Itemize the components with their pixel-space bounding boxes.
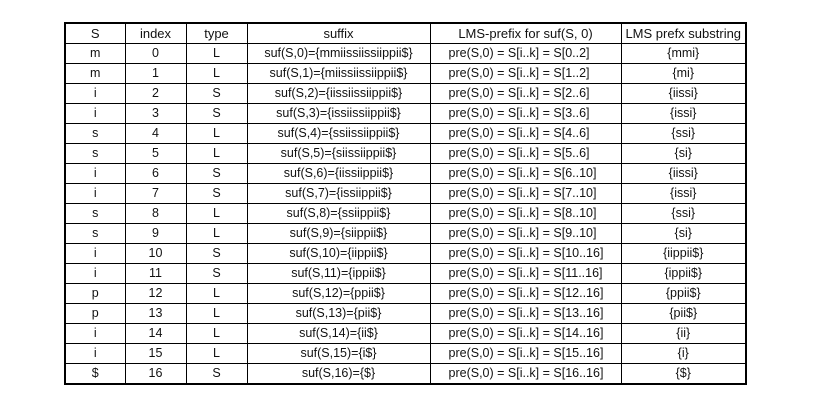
cell-lms-substring[interactable]: {ssi}: [621, 204, 746, 224]
cell-s[interactable]: s: [65, 204, 125, 224]
header-cell-lms-substring[interactable]: LMS prefx substring: [621, 23, 746, 44]
cell-lms-prefix[interactable]: pre(S,0) = S[i..k] = S[5..6]: [430, 144, 621, 164]
cell-index[interactable]: 11: [125, 264, 186, 284]
table-row: [65, 224, 746, 244]
cell-s[interactable]: s: [65, 124, 125, 144]
cell-s[interactable]: m: [65, 64, 125, 84]
table-row: [65, 244, 746, 264]
cell-lms-substring[interactable]: {mi}: [621, 64, 746, 84]
cell-s[interactable]: i: [65, 244, 125, 264]
cell-index[interactable]: 2: [125, 84, 186, 104]
cell-lms-prefix[interactable]: pre(S,0) = S[i..k] = S[12..16]: [430, 284, 621, 304]
cell-type[interactable]: S: [186, 364, 247, 385]
cell-lms-substring[interactable]: {ssi}: [621, 124, 746, 144]
cell-lms-substring[interactable]: {iissi}: [621, 164, 746, 184]
cell-s[interactable]: i: [65, 84, 125, 104]
cell-suffix[interactable]: suf(S,15)={i$}: [247, 344, 430, 364]
cell-s[interactable]: i: [65, 184, 125, 204]
cell-lms-prefix[interactable]: pre(S,0) = S[i..k] = S[4..6]: [430, 124, 621, 144]
cell-s[interactable]: p: [65, 304, 125, 324]
cell-s[interactable]: p: [65, 284, 125, 304]
cell-lms-substring[interactable]: {issi}: [621, 184, 746, 204]
cell-suffix[interactable]: suf(S,13)={pii$}: [247, 304, 430, 324]
table-row: [65, 184, 746, 204]
cell-suffix[interactable]: suf(S,4)={ssiissiippii$}: [247, 124, 430, 144]
cell-lms-substring[interactable]: {si}: [621, 224, 746, 244]
cell-suffix[interactable]: suf(S,3)={issiissiippii$}: [247, 104, 430, 124]
cell-type[interactable]: S: [186, 184, 247, 204]
cell-s[interactable]: s: [65, 144, 125, 164]
cell-index[interactable]: 5: [125, 144, 186, 164]
table-row: [65, 304, 746, 324]
cell-suffix[interactable]: suf(S,11)={ippii$}: [247, 264, 430, 284]
cell-index[interactable]: 15: [125, 344, 186, 364]
cell-index[interactable]: 0: [125, 44, 186, 64]
cell-suffix[interactable]: suf(S,1)={miissiissiippii$}: [247, 64, 430, 84]
cell-suffix[interactable]: suf(S,10)={iippii$}: [247, 244, 430, 264]
table-row: [65, 104, 746, 124]
cell-index[interactable]: 14: [125, 324, 186, 344]
cell-lms-prefix[interactable]: pre(S,0) = S[i..k] = S[6..10]: [430, 164, 621, 184]
cell-lms-substring[interactable]: {$}: [621, 364, 746, 385]
cell-suffix[interactable]: suf(S,5)={siissiippii$}: [247, 144, 430, 164]
cell-suffix[interactable]: suf(S,12)={ppii$}: [247, 284, 430, 304]
cell-lms-prefix[interactable]: pre(S,0) = S[i..k] = S[13..16]: [430, 304, 621, 324]
cell-type[interactable]: L: [186, 304, 247, 324]
cell-lms-prefix[interactable]: pre(S,0) = S[i..k] = S[1..2]: [430, 64, 621, 84]
table-row: [65, 124, 746, 144]
table-row: [65, 204, 746, 224]
cell-index[interactable]: 8: [125, 204, 186, 224]
cell-lms-prefix[interactable]: pre(S,0) = S[i..k] = S[7..10]: [430, 184, 621, 204]
table-row: [65, 164, 746, 184]
header-cell-lms-prefix[interactable]: LMS-prefix for suf(S, 0): [430, 23, 621, 44]
cell-type[interactable]: L: [186, 324, 247, 344]
cell-type[interactable]: S: [186, 164, 247, 184]
table-body: [65, 23, 746, 384]
cell-lms-substring[interactable]: {ippii$}: [621, 264, 746, 284]
cell-index[interactable]: 6: [125, 164, 186, 184]
cell-lms-substring[interactable]: {i}: [621, 344, 746, 364]
cell-s[interactable]: i: [65, 324, 125, 344]
cell-index[interactable]: 4: [125, 124, 186, 144]
cell-lms-prefix[interactable]: pre(S,0) = S[i..k] = S[15..16]: [430, 344, 621, 364]
cell-suffix[interactable]: suf(S,14)={ii$}: [247, 324, 430, 344]
table-row: [65, 144, 746, 164]
cell-type[interactable]: L: [186, 284, 247, 304]
table-row: [65, 44, 746, 64]
cell-suffix[interactable]: suf(S,0)={mmiissiissiippii$}: [247, 44, 430, 64]
table-row: [65, 344, 746, 364]
lms-substring-table: [64, 22, 747, 385]
cell-lms-prefix[interactable]: pre(S,0) = S[i..k] = S[14..16]: [430, 324, 621, 344]
cell-lms-substring[interactable]: {si}: [621, 144, 746, 164]
cell-lms-substring[interactable]: {issi}: [621, 104, 746, 124]
cell-suffix[interactable]: suf(S,9)={siippii$}: [247, 224, 430, 244]
cell-type[interactable]: S: [186, 84, 247, 104]
cell-lms-prefix[interactable]: pre(S,0) = S[i..k] = S[0..2]: [430, 44, 621, 64]
cell-lms-substring[interactable]: {mmi}: [621, 44, 746, 64]
cell-type[interactable]: L: [186, 44, 247, 64]
cell-lms-substring[interactable]: {iissi}: [621, 84, 746, 104]
table-row: [65, 84, 746, 104]
table-row: [65, 264, 746, 284]
cell-s[interactable]: s: [65, 224, 125, 244]
cell-type[interactable]: L: [186, 144, 247, 164]
cell-lms-substring[interactable]: {ii}: [621, 324, 746, 344]
cell-index[interactable]: 10: [125, 244, 186, 264]
cell-lms-prefix[interactable]: pre(S,0) = S[i..k] = S[10..16]: [430, 244, 621, 264]
cell-s[interactable]: i: [65, 104, 125, 124]
cell-type[interactable]: S: [186, 104, 247, 124]
cell-type[interactable]: S: [186, 244, 247, 264]
header-cell-s[interactable]: S: [65, 23, 125, 44]
cell-lms-prefix[interactable]: pre(S,0) = S[i..k] = S[2..6]: [430, 84, 621, 104]
cell-lms-prefix[interactable]: pre(S,0) = S[i..k] = S[16..16]: [430, 364, 621, 385]
header-cell-suffix[interactable]: suffix: [247, 23, 430, 44]
cell-index[interactable]: 1: [125, 64, 186, 84]
cell-suffix[interactable]: suf(S,2)={iissiissiippii$}: [247, 84, 430, 104]
cell-index[interactable]: 3: [125, 104, 186, 124]
cell-index[interactable]: 7: [125, 184, 186, 204]
cell-s[interactable]: i: [65, 264, 125, 284]
cell-lms-substring[interactable]: {iippii$}: [621, 244, 746, 264]
header-cell-type[interactable]: type: [186, 23, 247, 44]
table-row: [65, 364, 746, 385]
cell-suffix[interactable]: suf(S,8)={ssiippii$}: [247, 204, 430, 224]
table-row: [65, 324, 746, 344]
cell-type[interactable]: S: [186, 264, 247, 284]
cell-s[interactable]: $: [65, 364, 125, 385]
cell-type[interactable]: L: [186, 204, 247, 224]
header-cell-index[interactable]: index: [125, 23, 186, 44]
cell-s[interactable]: i: [65, 344, 125, 364]
cell-lms-prefix[interactable]: pre(S,0) = S[i..k] = S[9..10]: [430, 224, 621, 244]
cell-type[interactable]: L: [186, 124, 247, 144]
cell-suffix[interactable]: suf(S,7)={issiippii$}: [247, 184, 430, 204]
cell-lms-prefix[interactable]: pre(S,0) = S[i..k] = S[8..10]: [430, 204, 621, 224]
cell-index[interactable]: 12: [125, 284, 186, 304]
cell-type[interactable]: L: [186, 344, 247, 364]
cell-type[interactable]: L: [186, 64, 247, 84]
cell-lms-substring[interactable]: {pii$}: [621, 304, 746, 324]
table-row: [65, 64, 746, 84]
cell-index[interactable]: 16: [125, 364, 186, 385]
cell-s[interactable]: m: [65, 44, 125, 64]
cell-suffix[interactable]: suf(S,6)={iissiippii$}: [247, 164, 430, 184]
cell-lms-substring[interactable]: {ppii$}: [621, 284, 746, 304]
cell-type[interactable]: L: [186, 224, 247, 244]
table-row: [65, 284, 746, 304]
cell-lms-prefix[interactable]: pre(S,0) = S[i..k] = S[11..16]: [430, 264, 621, 284]
cell-index[interactable]: 9: [125, 224, 186, 244]
header-row: [65, 23, 746, 44]
cell-s[interactable]: i: [65, 164, 125, 184]
cell-lms-prefix[interactable]: pre(S,0) = S[i..k] = S[3..6]: [430, 104, 621, 124]
cell-suffix[interactable]: suf(S,16)={$}: [247, 364, 430, 385]
cell-index[interactable]: 13: [125, 304, 186, 324]
